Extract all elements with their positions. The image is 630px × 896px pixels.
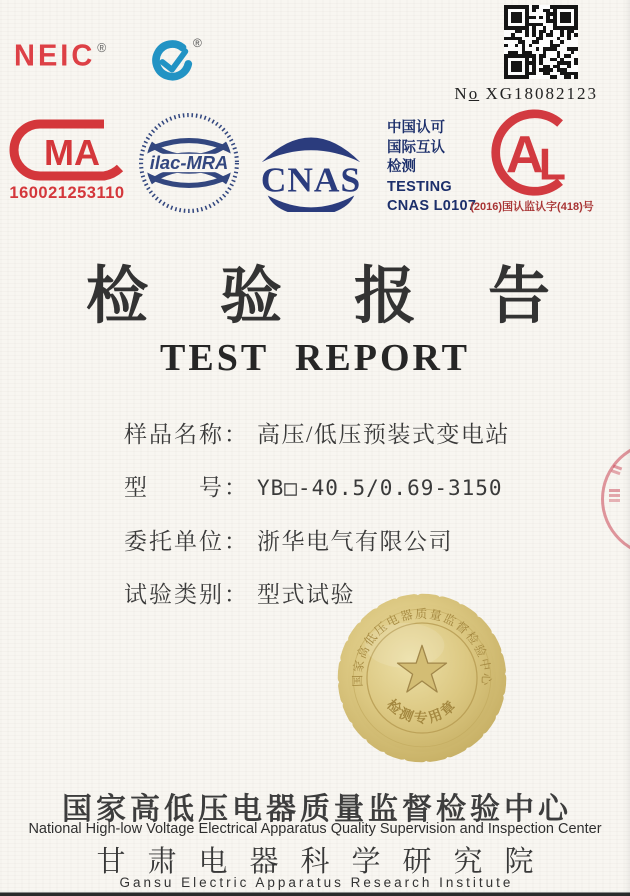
cma-letters: MA [44,132,100,173]
field-value: 浙华电气有限公司 [257,529,453,554]
cnas-line: 中国认可 [387,120,445,136]
cnas-text: CNAS [260,159,362,200]
field-value: YB□-40.5/0.69-3150 [257,476,503,500]
institute-name-cn: 甘肃电器科学研究院 [96,846,556,878]
cnas-line: 国际互认 [387,139,445,156]
seal-center-text: 检测专用章 [383,696,461,726]
report-title-cn: 检验报告 [86,262,623,331]
registered-mark-icon: ® [193,36,202,50]
neic-logo [14,39,110,74]
field-model [124,469,503,502]
certification-globe-icon [147,38,195,91]
cal-logo [478,108,586,205]
ilac-mra-logo [138,112,240,219]
neic-text: NEIC [14,39,96,73]
field-label: 型 号： [124,475,249,500]
qr-code [504,5,578,79]
seal-ring-text: 国家高低压电器质量监督检验中心 [350,606,494,688]
cal-letter-a: A [505,125,544,184]
stamp-mark [609,489,620,492]
partial-red-stamp [601,440,630,558]
ilac-text: ilac-MRA [149,152,229,174]
report-number [438,84,598,104]
field-test-category [124,576,355,609]
field-label: 委托单位： [124,529,249,554]
field-sample-name [124,416,510,449]
field-label: 样品名称： [124,422,249,447]
report-title-en: TEST REPORT [160,337,470,379]
field-label: 试验类别： [124,582,249,607]
field-value: 型式试验 [257,582,355,607]
report-number-value: XG18082123 [479,84,598,103]
center-name-en: National High-low Voltage Electrical Apparatus Quality Supervision and Inspection Center [28,821,602,837]
cal-letter-l: L [538,140,566,190]
gold-seal [336,592,508,769]
no-prefix-o: o [468,84,480,103]
cma-logo [8,116,128,189]
registered-mark-icon: ® [97,40,110,55]
scan-edge [0,892,630,896]
cnas-line: CNAS L0107 [387,198,477,214]
stamp-mark [613,465,622,471]
field-client [124,523,453,556]
cnas-line: 检测 [387,159,416,175]
no-prefix: N [454,84,469,103]
institute-name-en: Gansu Electric Apparatus Research Institute [119,875,514,890]
field-value: 高压/低压预装式变电站 [257,422,510,447]
cnas-line: TESTING [387,178,452,195]
cal-caption: (2016)国认监认字(418)号 [470,201,594,213]
center-name-cn: 国家高低压电器质量监督检验中心 [62,793,572,826]
cnas-logo [252,122,370,217]
cma-number: 160021253110 [9,184,125,202]
